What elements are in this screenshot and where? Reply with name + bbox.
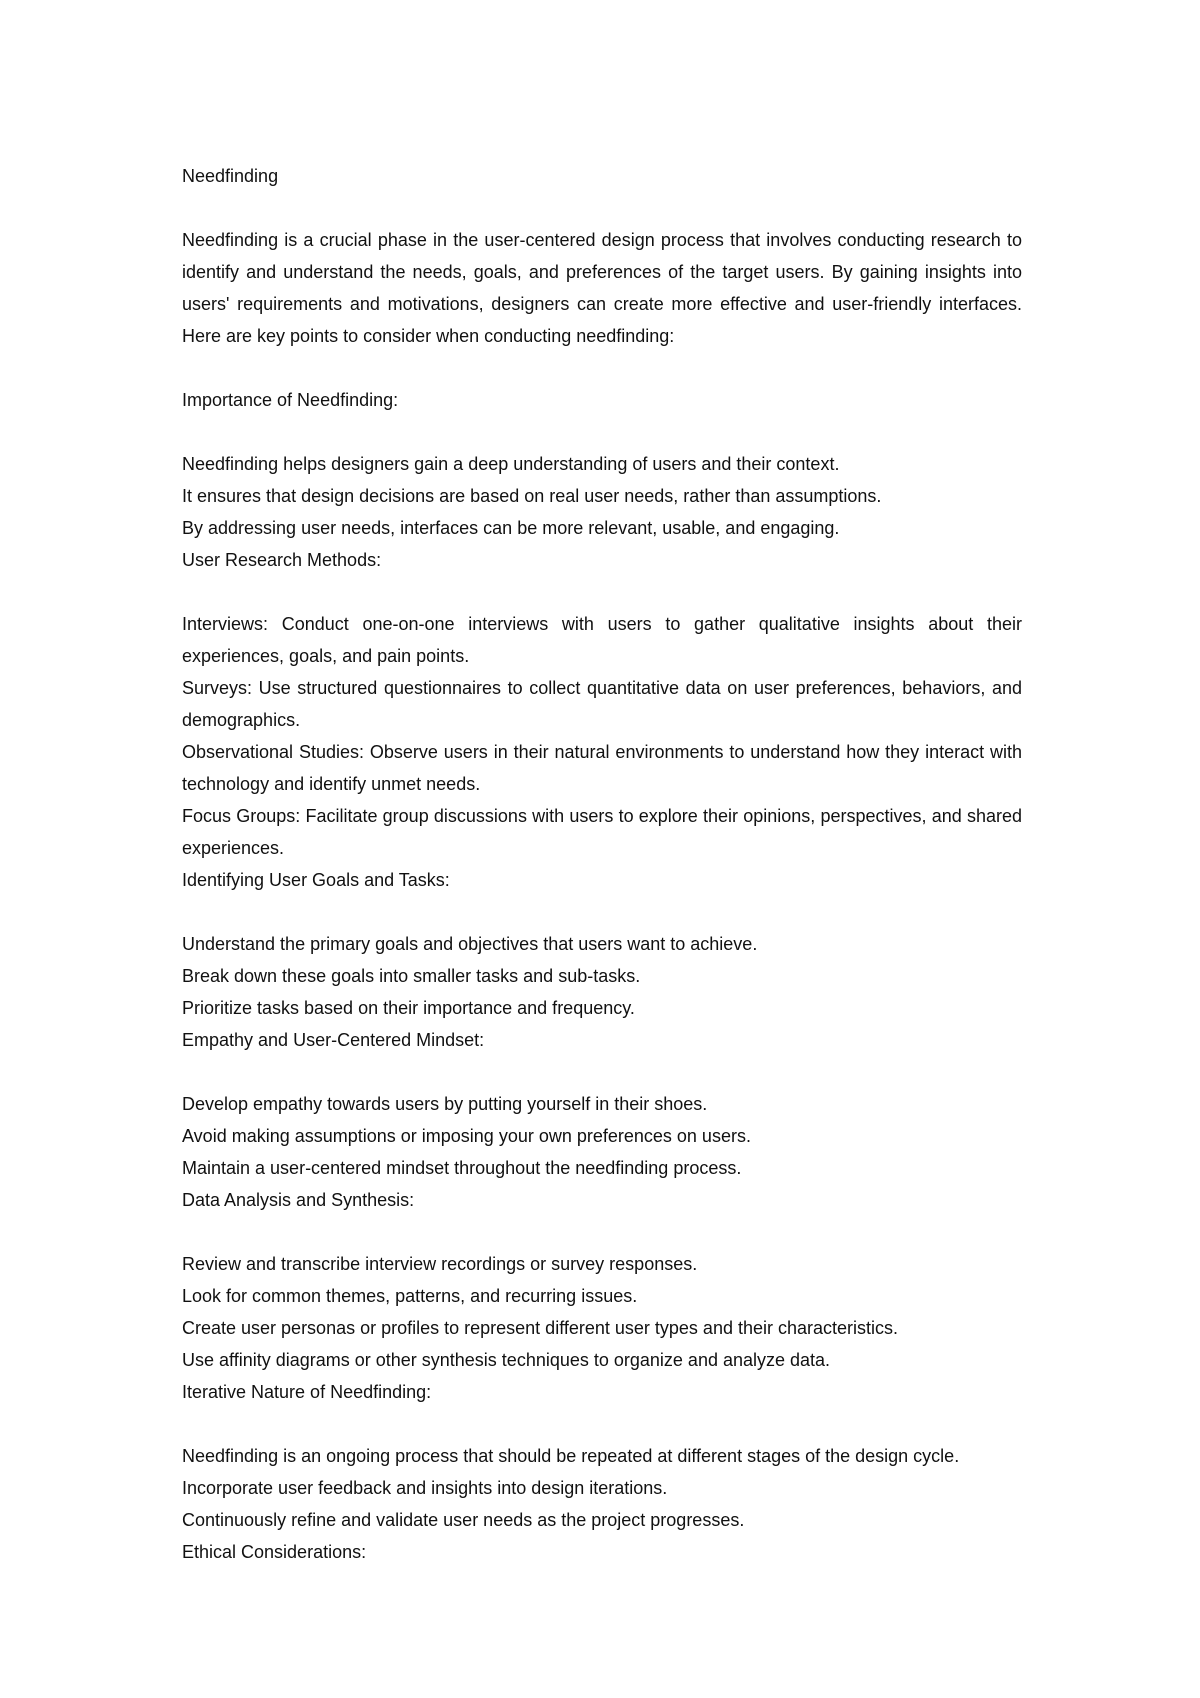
section-heading: Ethical Considerations: [182, 1542, 367, 1562]
section-item-list [182, 928, 1022, 1024]
document-body [182, 160, 1022, 1568]
list-item: Break down these goals into smaller tasks and sub-tasks. [182, 966, 641, 986]
section-user-research-methods [182, 544, 1022, 864]
list-item: Incorporate user feedback and insights into design iterations. [182, 1478, 668, 1498]
section-heading: Empathy and User-Centered Mindset: [182, 1030, 485, 1050]
list-item: Interviews: Conduct one-on-one interviews with users to gather qualitative insights about their experiences, goals, and pain points. [182, 614, 1022, 666]
list-item: Needfinding is an ongoing process that should be repeated at different stages of the design cycle. [182, 1446, 960, 1466]
list-item: Needfinding helps designers gain a deep understanding of users and their context. [182, 454, 840, 474]
list-item: Develop empathy towards users by putting yourself in their shoes. [182, 1094, 708, 1114]
document-title: Needfinding [182, 166, 279, 186]
section-heading: User Research Methods: [182, 550, 382, 570]
section-ethical-considerations [182, 1536, 1022, 1568]
section-iterative-nature [182, 1376, 1022, 1536]
section-heading: Data Analysis and Synthesis: [182, 1190, 415, 1210]
list-item: By addressing user needs, interfaces can be more relevant, usable, and engaging. [182, 518, 840, 538]
list-item: Use affinity diagrams or other synthesis techniques to organize and analyze data. [182, 1350, 831, 1370]
list-item: Create user personas or profiles to represent different user types and their characteristics. [182, 1318, 899, 1338]
section-user-goals-tasks [182, 864, 1022, 1024]
section-item-list [182, 608, 1022, 864]
list-item: Continuously refine and validate user needs as the project progresses. [182, 1510, 745, 1530]
list-item: It ensures that design decisions are based on real user needs, rather than assumptions. [182, 486, 882, 506]
list-item: Observational Studies: Observe users in their natural environments to understand how they interact with technology and identify unmet needs. [182, 742, 1022, 794]
section-item-list [182, 1440, 1022, 1536]
section-empathy-mindset [182, 1024, 1022, 1184]
section-data-analysis [182, 1184, 1022, 1376]
list-item: Understand the primary goals and objectives that users want to achieve. [182, 934, 758, 954]
section-heading: Iterative Nature of Needfinding: [182, 1382, 432, 1402]
list-item: Prioritize tasks based on their importance and frequency. [182, 998, 635, 1018]
section-item-list [182, 1248, 1022, 1376]
list-item: Surveys: Use structured questionnaires to collect quantitative data on user preferences, behaviors, and demographics. [182, 678, 1022, 730]
list-item: Review and transcribe interview recordings or survey responses. [182, 1254, 698, 1274]
section-item-list [182, 448, 1022, 544]
section-item-list [182, 1088, 1022, 1184]
intro-paragraph: Needfinding is a crucial phase in the user-centered design process that involves conducting research to identify and understand the needs, goals, and preferences of the target users. By gaining insights into users' requirements and motivations, designers can create more effective and user-friendly interfaces. Here are key points to consider when conducting needfinding: [182, 230, 1022, 346]
section-heading: Identifying User Goals and Tasks: [182, 870, 450, 890]
section-importance [182, 384, 1022, 544]
section-heading: Importance of Needfinding: [182, 390, 399, 410]
list-item: Focus Groups: Facilitate group discussions with users to explore their opinions, perspectives, and shared experiences. [182, 806, 1022, 858]
list-item: Avoid making assumptions or imposing your own preferences on users. [182, 1126, 751, 1146]
list-item: Look for common themes, patterns, and recurring issues. [182, 1286, 638, 1306]
list-item: Maintain a user-centered mindset throughout the needfinding process. [182, 1158, 742, 1178]
